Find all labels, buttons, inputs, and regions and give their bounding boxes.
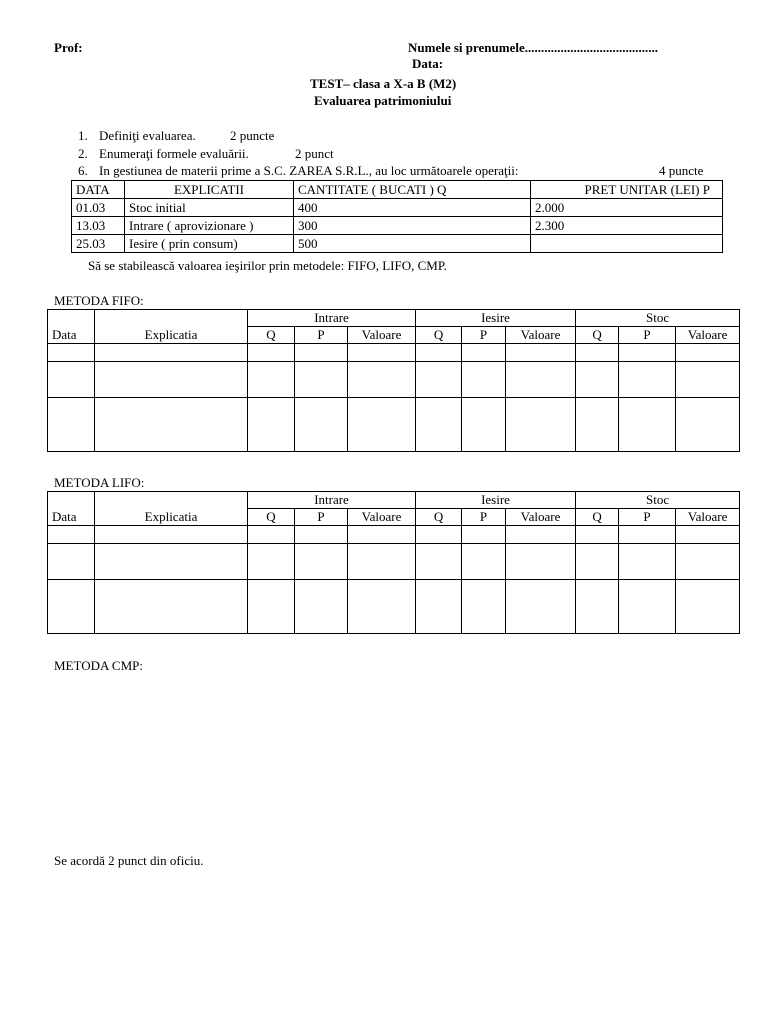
sub-q: Q	[248, 509, 295, 526]
operations-table	[71, 180, 723, 253]
question-2-number: 2.	[78, 146, 88, 161]
group-intrare: Intrare	[248, 492, 416, 509]
sub-valoare: Valoare	[506, 327, 576, 344]
cell-explicatie: Intrare ( aprovizionare )	[125, 217, 294, 235]
header-pret-unitar: PRET UNITAR (LEI) P	[531, 181, 723, 199]
lifo-label: METODA LIFO:	[54, 475, 145, 490]
sub-p: P	[462, 327, 506, 344]
group-stoc: Stoc	[576, 310, 740, 327]
sub-valoare: Valoare	[676, 509, 740, 526]
task-text: Să se stabilească valoarea ieşirilor prin metodele: FIFO, LIFO, CMP.	[88, 258, 447, 273]
table-row	[72, 199, 723, 217]
cell-cantitate: 500	[294, 235, 531, 253]
sub-valoare: Valoare	[676, 327, 740, 344]
student-name-label: Numele si prenumele.........................................	[408, 40, 658, 55]
sub-p: P	[619, 509, 676, 526]
cell-cantitate: 300	[294, 217, 531, 235]
test-subtitle: Evaluarea patrimoniului	[314, 93, 452, 108]
col-data: Data	[48, 492, 95, 526]
cell-date: 25.03	[72, 235, 125, 253]
question-2-text: Enumeraţi formele evaluării.	[99, 146, 249, 161]
fifo-group-header-row	[48, 310, 740, 327]
group-stoc: Stoc	[576, 492, 740, 509]
cell-pret	[531, 235, 723, 253]
table-row	[48, 526, 740, 544]
header-explicatii: EXPLICATII	[125, 181, 294, 199]
operations-header-row	[72, 181, 723, 199]
cell-pret: 2.000	[531, 199, 723, 217]
table-row	[72, 235, 723, 253]
col-explicatia: Explicatia	[95, 310, 248, 344]
table-row	[48, 580, 740, 634]
sub-p: P	[295, 509, 348, 526]
fifo-label: METODA FIFO:	[54, 293, 144, 308]
cell-date: 13.03	[72, 217, 125, 235]
header-cantitate: CANTITATE ( BUCATI ) Q	[294, 181, 531, 199]
group-iesire: Iesire	[416, 492, 576, 509]
sub-q: Q	[248, 327, 295, 344]
question-6-text: In gestiunea de materii prime a S.C. ZAREA S.R.L., au loc următoarele operaţii:	[99, 163, 519, 178]
cell-pret: 2.300	[531, 217, 723, 235]
test-title: TEST– clasa a X-a B (M2)	[310, 76, 457, 91]
sub-p: P	[295, 327, 348, 344]
group-intrare: Intrare	[248, 310, 416, 327]
group-iesire: Iesire	[416, 310, 576, 327]
question-6-points: 4 puncte	[659, 163, 704, 178]
table-row	[72, 217, 723, 235]
prof-label: Prof:	[54, 40, 83, 55]
sub-q: Q	[576, 327, 619, 344]
lifo-group-header-row	[48, 492, 740, 509]
cell-explicatie: Stoc initial	[125, 199, 294, 217]
cell-cantitate: 400	[294, 199, 531, 217]
table-row	[48, 362, 740, 398]
question-6-number: 6.	[78, 163, 88, 178]
lifo-table	[47, 491, 740, 634]
sub-q: Q	[416, 509, 462, 526]
sub-valoare: Valoare	[348, 327, 416, 344]
sub-q: Q	[416, 327, 462, 344]
fifo-table	[47, 309, 740, 452]
col-explicatia: Explicatia	[95, 492, 248, 526]
sub-q: Q	[576, 509, 619, 526]
date-label: Data:	[412, 56, 444, 71]
cell-explicatie: Iesire ( prin consum)	[125, 235, 294, 253]
question-2-points: 2 punct	[295, 146, 334, 161]
footer-note: Se acordă 2 punct din oficiu.	[54, 853, 204, 868]
table-row	[48, 344, 740, 362]
sub-valoare: Valoare	[506, 509, 576, 526]
cmp-label: METODA CMP:	[54, 658, 143, 673]
cell-date: 01.03	[72, 199, 125, 217]
sub-p: P	[619, 327, 676, 344]
table-row	[48, 398, 740, 452]
table-row	[48, 544, 740, 580]
question-1-number: 1.	[78, 128, 88, 143]
question-1-text: Definiţi evaluarea.	[99, 128, 196, 143]
question-1-points: 2 puncte	[230, 128, 275, 143]
sub-p: P	[462, 509, 506, 526]
header-data: DATA	[72, 181, 125, 199]
sub-valoare: Valoare	[348, 509, 416, 526]
col-data: Data	[48, 310, 95, 344]
